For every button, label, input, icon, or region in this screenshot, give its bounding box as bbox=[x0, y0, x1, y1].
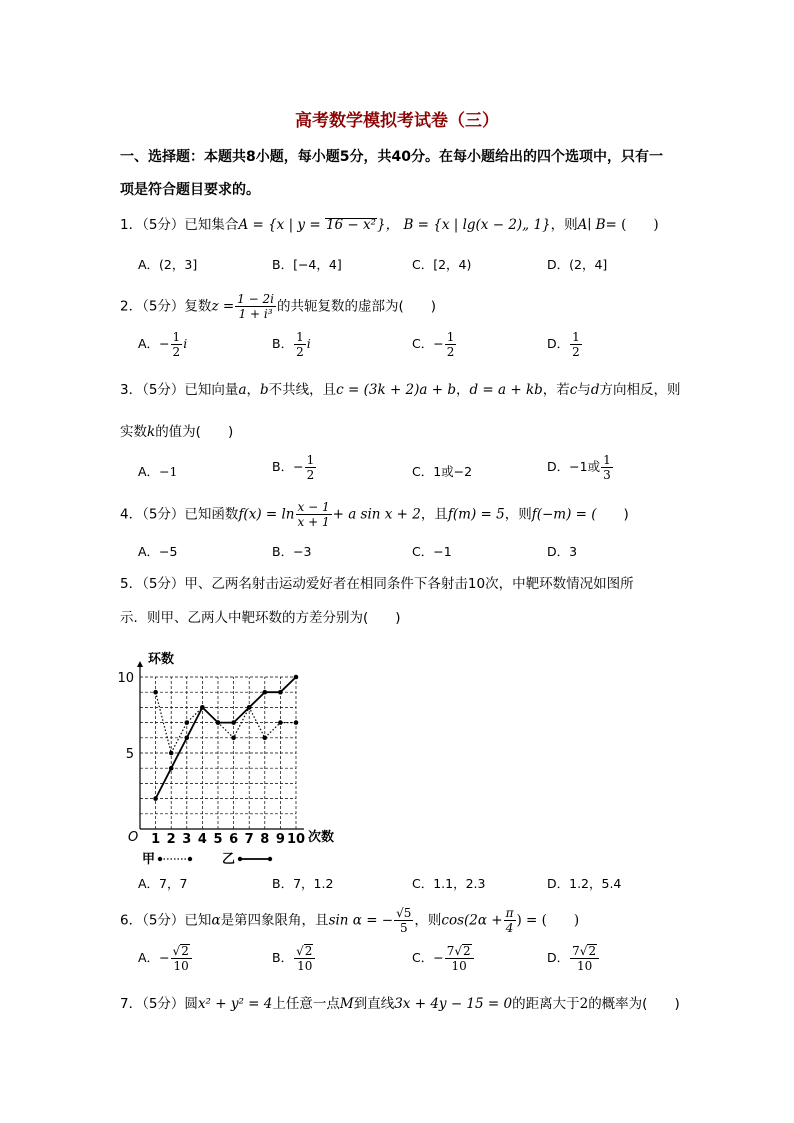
data-point bbox=[169, 766, 174, 771]
data-point bbox=[153, 690, 158, 695]
q6-option-d: D． $\frac{7√2}{10}$ bbox=[547, 944, 600, 973]
data-point bbox=[169, 751, 174, 756]
q2-option-b: B． $\frac{1}{2}$ i bbox=[272, 330, 311, 359]
question-2: 2．（5分）复数z = $\frac{1 - 2i}{\text{1 + i³}}$ 的共轭复数的虚部为( ) bbox=[120, 292, 436, 321]
q1-option-d: D．(2，4] bbox=[547, 257, 608, 272]
legend-dot bbox=[158, 857, 162, 861]
q2-option-d: D． $\frac{1}{2}$ bbox=[547, 330, 580, 359]
fraction: $\frac{x - 1}{x + 1}$ bbox=[297, 500, 330, 529]
data-point bbox=[263, 690, 268, 695]
question-1: 1．（5分）已知集合A = {x | y = 16 − x²}， B = {x | lg(x − 2)„ 1}，则A∣ B= ( ) bbox=[120, 217, 659, 233]
x-tick-label: 5 bbox=[213, 832, 223, 847]
data-point bbox=[153, 796, 158, 801]
data-point bbox=[216, 720, 221, 725]
legend-dot bbox=[238, 857, 242, 861]
q6-option-b: B． $\frac{√2}{10}$ bbox=[272, 944, 316, 973]
q5-option-a: A．7，7 bbox=[138, 876, 188, 891]
legend-label: 乙 bbox=[222, 852, 236, 867]
data-point bbox=[185, 736, 190, 741]
data-point bbox=[247, 705, 252, 710]
question-5-line1: 5．（5分）甲、乙两名射击运动爱好者在相同条件下各射击10次，中靶环数情况如图所 bbox=[120, 576, 634, 592]
question-5-line2: 示．则甲、乙两人中靶环数的方差分别为( ) bbox=[120, 610, 401, 626]
q5-option-d: D．1.2，5.4 bbox=[547, 876, 622, 891]
x-tick-label: 6 bbox=[229, 832, 239, 847]
y-tick-label: 10 bbox=[117, 671, 134, 686]
question-6: 6．（5分）已知α是第四象限角，且sin α = − $\frac{√5}{5}$ ，则cos(2α + $\frac{\pi}{4}$ ) = ( ) bbox=[120, 906, 580, 935]
data-point bbox=[185, 720, 190, 725]
x-tick-label: 4 bbox=[197, 832, 207, 847]
data-point bbox=[294, 720, 299, 725]
legend-label: 甲 bbox=[142, 852, 156, 867]
x-tick-label: 8 bbox=[260, 832, 270, 847]
x-tick-label: 9 bbox=[275, 832, 285, 847]
q4-option-d: D．3 bbox=[547, 544, 578, 559]
q1-option-b: B．[−4，4] bbox=[272, 257, 342, 272]
data-point bbox=[278, 690, 283, 695]
y-axis-title: 环数 bbox=[148, 652, 175, 667]
q3-option-d: D．−1或 $\frac{1}{3}$ bbox=[547, 453, 611, 482]
x-tick-label: 10 bbox=[286, 832, 306, 847]
question-7: 7．（5分）圆x² + y² = 4上任意一点M到直线3x + 4y − 15 = 0的距离大于2的概率为( ) bbox=[120, 996, 680, 1012]
q5-option-c: C．1.1，2.3 bbox=[412, 876, 486, 891]
data-point bbox=[231, 720, 236, 725]
y-tick-label: 5 bbox=[125, 747, 134, 762]
q4-option-a: A．−5 bbox=[138, 544, 178, 559]
section-heading-line1: 一、选择题：本题共8小题，每小题5分，共40分。在每小题给出的四个选项中，只有一 bbox=[120, 149, 663, 165]
x-tick-label: 3 bbox=[182, 832, 192, 847]
q2-option-a: A．− $\frac{1}{2}$ i bbox=[138, 330, 188, 359]
question-4: 4．（5分）已知函数f(x) = ln $\frac{x - 1}{x + 1}$ + a sin x + 2，且f(m) = 5，则f(−m) = ( ) bbox=[120, 500, 629, 529]
q2-option-c: C．− $\frac{1}{2}$ bbox=[412, 330, 455, 359]
data-point bbox=[278, 720, 283, 725]
fraction: $\frac{1 - 2i}{\text{1 + i³}}$ bbox=[237, 292, 274, 321]
question-3-line1: 3．（5分）已知向量a，b不共线，且c = (3k + 2)a + b，d = a + kb，若c与d方向相反，则 bbox=[120, 382, 681, 398]
origin-label: O bbox=[128, 830, 139, 845]
section-heading-line2: 项是符合题目要求的。 bbox=[120, 182, 260, 198]
q4-option-b: B．−3 bbox=[272, 544, 312, 559]
q4-option-c: C．−1 bbox=[412, 544, 452, 559]
x-tick-label: 7 bbox=[244, 832, 254, 847]
legend-dot bbox=[188, 857, 192, 861]
q3-option-c: C．1或−2 bbox=[412, 464, 473, 479]
legend-dot bbox=[268, 857, 272, 861]
y-axis-arrow bbox=[137, 661, 143, 667]
data-point bbox=[231, 736, 236, 741]
x-tick-label: 1 bbox=[151, 832, 161, 847]
sqrt-expression: 16 − x² bbox=[325, 217, 377, 233]
q5-option-b: B．7，1.2 bbox=[272, 876, 334, 891]
shots-line-chart bbox=[116, 636, 356, 868]
q3-option-a: A．−1 bbox=[138, 464, 178, 479]
q6-option-c: C．− $\frac{7√2}{10}$ bbox=[412, 944, 475, 973]
q1-option-c: C．[2，4) bbox=[412, 257, 472, 272]
x-axis-title: 次数 bbox=[308, 830, 335, 845]
data-point bbox=[294, 675, 299, 680]
question-3-line2: 实数k的值为( ) bbox=[120, 424, 234, 440]
data-point bbox=[200, 705, 205, 710]
data-point bbox=[263, 736, 268, 741]
q1-option-a: A．(2，3] bbox=[138, 257, 198, 272]
x-tick-label: 2 bbox=[166, 832, 176, 847]
q6-option-a: A．− $\frac{√2}{10}$ bbox=[138, 944, 193, 973]
q3-option-b: B．− $\frac{1}{2}$ bbox=[272, 453, 315, 482]
page-title: 高考数学模拟考试卷（三） bbox=[295, 111, 499, 131]
